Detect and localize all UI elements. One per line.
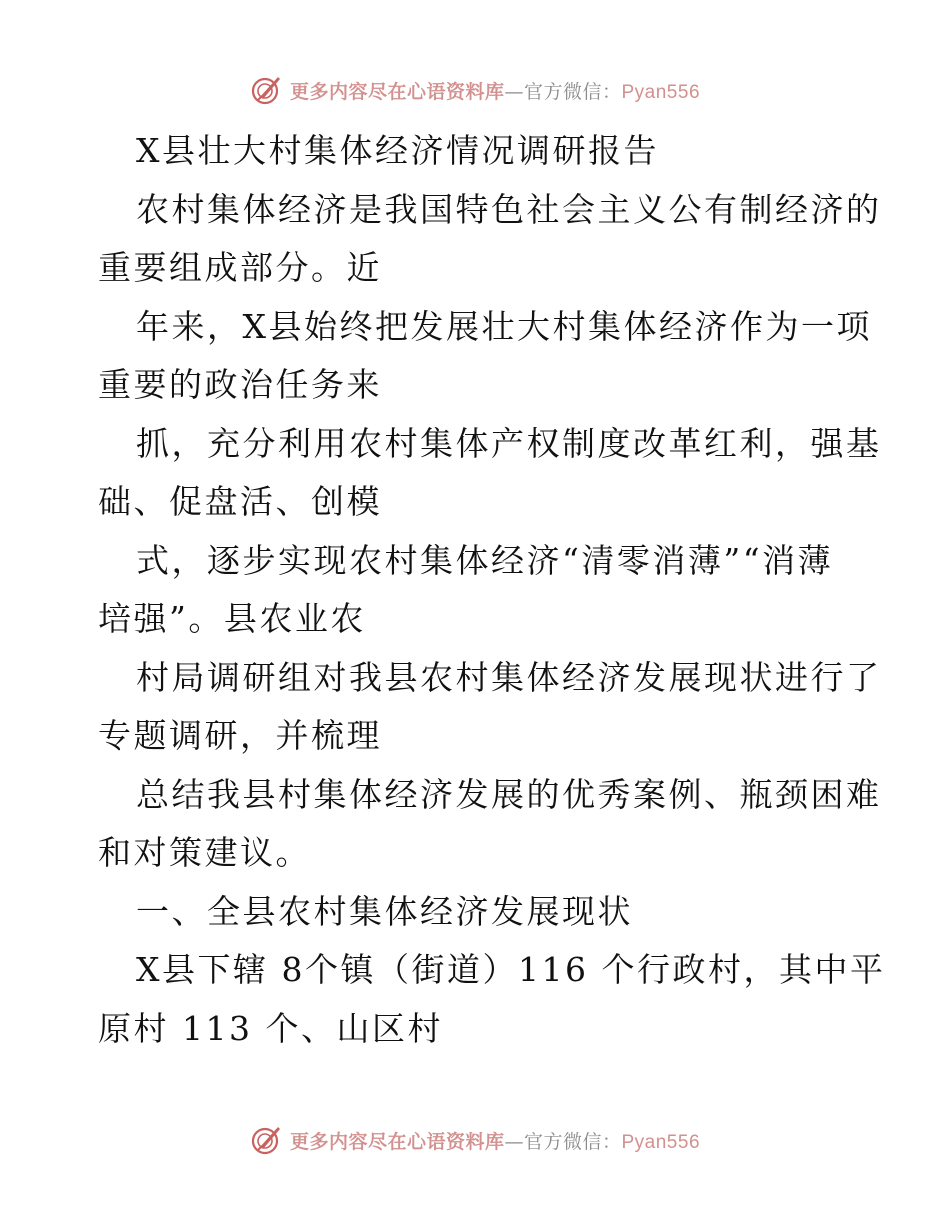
watermark-banner-bottom	[0, 1120, 950, 1160]
text-line: 农村集体经济是我国特色社会主义公有制经济的	[136, 189, 882, 229]
quill-circle-icon	[250, 1123, 284, 1157]
watermark-banner-top	[0, 70, 950, 110]
watermark-content	[250, 1123, 700, 1157]
watermark-separator: —	[504, 1130, 524, 1153]
quill-circle-icon	[250, 73, 284, 107]
text-line: 式，逐步实现农村集体经济“清零消薄”“消薄	[136, 540, 834, 580]
watermark-separator: —	[504, 80, 524, 103]
watermark-account: Pyan556	[621, 81, 701, 103]
watermark-account: Pyan556	[621, 1131, 701, 1153]
text-line: 年来，X县始终把发展壮大村集体经济作为一项	[136, 306, 872, 346]
text-line: 和对策建议。	[98, 833, 311, 872]
text-line: 重要的政治任务来	[98, 365, 382, 404]
text-line: 础、促盘活、创模	[98, 482, 382, 521]
text-line: 原村 113 个、山区村	[98, 1008, 443, 1048]
section-heading: 一、全县农村集体经济发展现状	[136, 891, 633, 931]
text-line: 培强”。县农业农	[98, 599, 366, 638]
text-line: 重要组成部分。近	[98, 248, 382, 287]
watermark-brand: 更多内容尽在心语资料库	[289, 1130, 505, 1153]
document-title: X县壮大村集体经济情况调研报告	[136, 131, 659, 170]
text-line: 村局调研组对我县农村集体经济发展现状进行了	[136, 657, 882, 697]
watermark-label: 官方微信：	[523, 1130, 622, 1153]
watermark-content	[250, 73, 700, 107]
document-body	[98, 122, 886, 1058]
text-line: 总结我县村集体经济发展的优秀案例、瓶颈困难	[136, 774, 882, 814]
watermark-label: 官方微信：	[523, 80, 622, 103]
text-line: 抓，充分利用农村集体产权制度改革红利，强基	[136, 423, 882, 463]
watermark-brand: 更多内容尽在心语资料库	[289, 80, 505, 103]
text-line: X县下辖 8个镇（街道）116 个行政村，其中平	[136, 950, 886, 989]
text-line: 专题调研，并梳理	[98, 716, 382, 755]
